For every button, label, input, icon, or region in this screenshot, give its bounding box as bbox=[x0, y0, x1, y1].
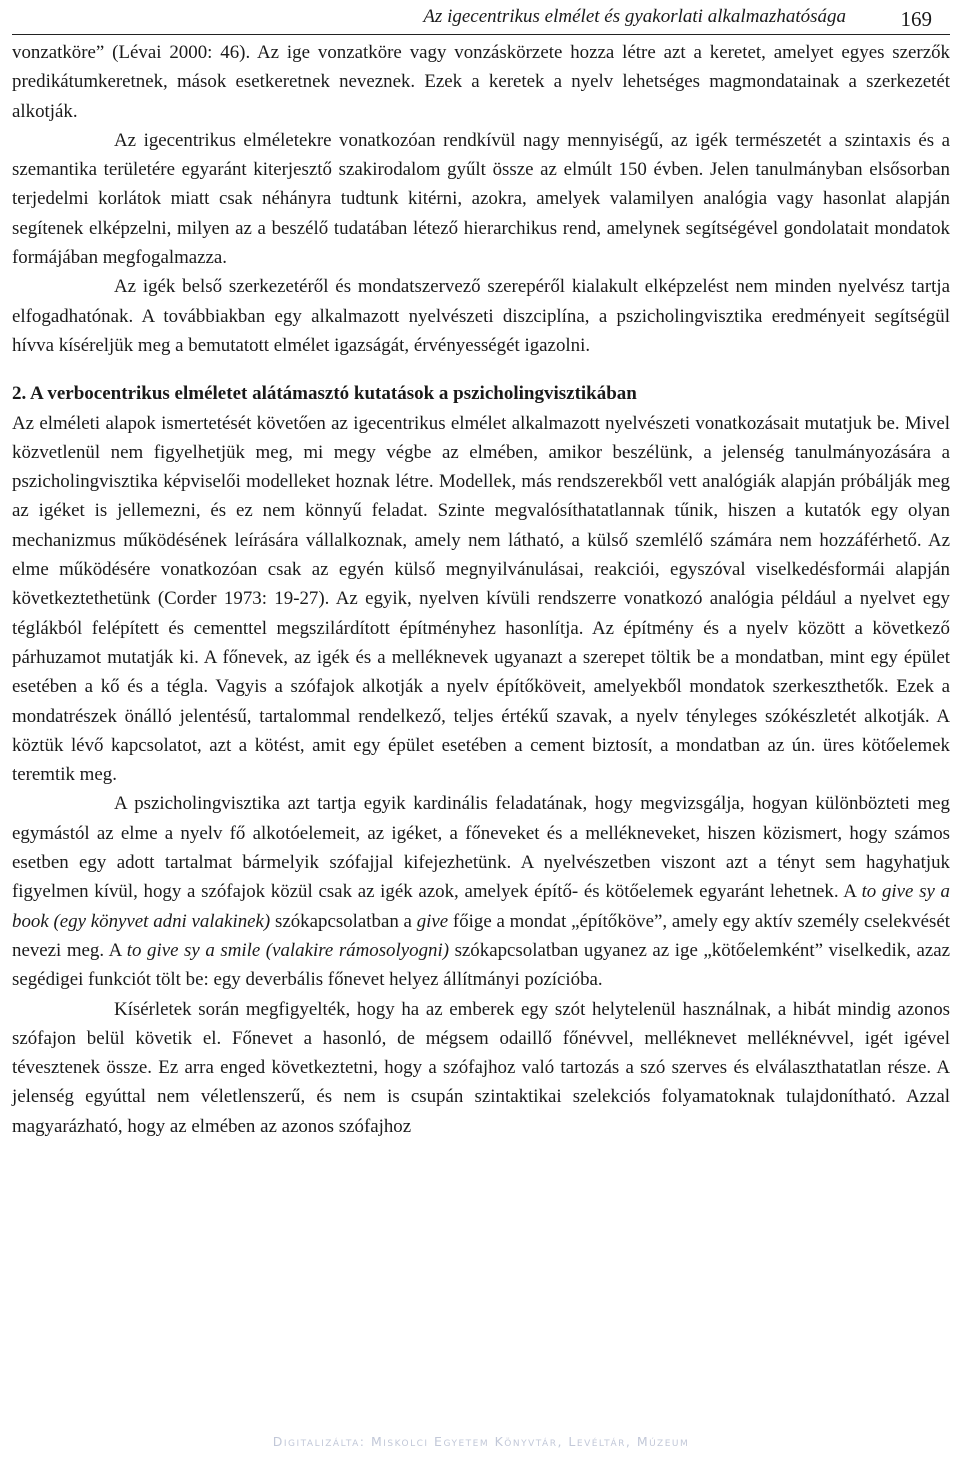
section-title: A verbocentrikus elméletet alátámasztó kutatások a pszicholingvisztikában bbox=[29, 383, 637, 405]
text-segment: Kísérletek során megfigyelték, hogy ha az emberek egy szót helytelenül használnak, a hibát mindig azonos szófajon belül követik el. Főnevet a hasonló, de mégsem odaillő főnévvel, melléknevet melléknévvel, igét igével tévesztenek össze. Ez arra enged következtetni, hogy a szófajhoz való tartozás a szó szerves és elválaszthatatlan része. A jelenség egyúttal nem véletlenszerű, és nem is csupán szintaktikai szelekciós folyamatoknak tulajdonítható. Azzal magyarázható, hogy az elmében az azonos szófajhoz bbox=[12, 998, 950, 1137]
italic-segment: to give sy a book (egy könyvet adni valakinek) bbox=[12, 881, 950, 932]
body-text bbox=[12, 38, 950, 1141]
paragraph bbox=[12, 38, 950, 126]
paragraph bbox=[12, 995, 950, 1141]
running-title: Az igecentrikus elmélet és gyakorlati alkalmazhatósága bbox=[423, 6, 846, 27]
text-segment: szókapcsolatban ugyanez az ige „kötőelemként” viselkedik, azaz segédigei funkciót tölt be: egy deverbális főnevet helyez állítmányi pozícióba. bbox=[12, 939, 950, 991]
paragraph bbox=[12, 126, 950, 272]
intro-paragraphs bbox=[12, 38, 950, 360]
text-segment: vonzatköre” (Lévai 2000: 46). Az ige vonzatköre vagy vonzáskörzete hozza létre azt a keretet, amelyet egyes szerzők predikátumkeretnek, mások esetkeretnek neveznek. Ezek a keretek a nyelv lehetséges magmondatainak a szerkezetét alkotják. bbox=[12, 42, 950, 122]
text-segment: A pszicholingvisztika azt tartja egyik kardinális feladatának, hogy megvizsgálja, hogyan különbözteti meg egymástól az elme a nyelv fő alkotóelemeit, az igéket, a főneveket és a mellékneveket, hiszen közismert, hogy számos esetben egy adott tartalmat bármelyik szófajjal kifejezhetünk. A nyelvészetben viszont azt a tényt sem hagyhatjuk figyelmen kívül, hogy a szófajok közül csak az igék azok, amelyek építő- és kötőelemek egyaránt lehetnek. A bbox=[12, 793, 950, 903]
paragraph bbox=[12, 789, 950, 994]
italic-segment: give bbox=[416, 910, 449, 932]
text-segment: főige a mondat „építőköve”, amely egy aktív személy cselekvését nevezi meg. A bbox=[12, 910, 951, 961]
text-segment: Az igék belső szerkezetéről és mondatszervező szerepéről kialakult elképzelést nem minden nyelvész tartja elfogadhatónak. A továbbiakban egy alkalmazott nyelvészeti diszciplína, a pszicholingvisztika eredményeit segítségül hívva kíséreljük meg a bemutatott elmélet igazságát, érvényességét igazolni. bbox=[12, 276, 950, 356]
page-number: 169 bbox=[900, 7, 932, 31]
section-number: 2. bbox=[12, 383, 27, 405]
text-segment: szókapcsolatban a bbox=[270, 910, 417, 932]
section-heading bbox=[12, 379, 950, 408]
running-head bbox=[12, 4, 950, 35]
paragraph bbox=[12, 409, 950, 790]
section-paragraphs bbox=[12, 409, 950, 1141]
paragraph bbox=[12, 272, 950, 360]
document-page bbox=[12, 0, 950, 1460]
italic-segment: to give sy a smile (valakire rámosolyogni) bbox=[126, 939, 450, 961]
digitization-watermark: Digitalizálta: Miskolci Egyetem Könyvtár, Levéltár, Múzeum bbox=[272, 1434, 690, 1449]
text-segment: Az elméleti alapok ismertetését követően az igecentrikus elmélet alkalmazott nyelvészeti vonatkozásait mutatjuk be. Mivel közvetlenül nem figyelhetjük meg, mi megy végbe az elmében, amikor beszélünk, a jelenség tanulmányozására a pszicholingvisztika képviselői modelleket hoznak létre. Modellek, más rendszerekből vett analógiák alapján próbálják meg az igéket is jellemezni, és ez nem könnyű feladat. Szinte megvalósíthatatlannak tűnik, hiszen a kutatók egy olyan mechanizmus működésének leírására vállalkoznak, amely nem látható, a külső szemlélő számára nem hozzáférhető. Az elme működésére vonatkozóan csak az egyén külső megnyilvánulásai, reakciói, egyszóval viselkedésformái alapján következtethetünk (Corder 1973: 19-27). Az egyik, nyelven kívüli rendszerre vonatkozó analógia például a nyelvet egy téglákból felépített és cementtel megszilárdított építményhez hasonlítja. Az építmény és a nyelv között a következő párhuzamot mutatják ki. A főnevek, az igék és a melléknevek ugyanazt a szerepet töltik be a mondatban, mint egy épület esetében a kő és a tégla. Vagyis a szófajok alkotják a nyelv építőköveit, amelyekből mondatok szerkeszthetők. Ezek a mondatrészek önálló jelentésű, tartalommal rendelkező, teljes értékű szavak, a nyelv tényleges szókészletét alkotják. A köztük lévő kapcsolatot, azt a kötést, amit egy épület esetében a cement biztosít, a mondatban az ún. üres kötőelemek teremtik meg. bbox=[12, 412, 950, 786]
text-segment: Az igecentrikus elméletekre vonatkozóan rendkívül nagy mennyiségű, az igék természetét a szintaxis és a szemantika területére egyaránt kiterjesztő szakirodalom gyűlt össze az elmúlt 150 évben. Jelen tanulmányban elsősorban terjedelmi korlátok miatt csak néhányra tudtunk kitérni, azokra, amelyek valamilyen analógia vagy hasonlat alapján segítenek elképzelni, milyen az a beszélő tudatában létező hierarchikus rend, amelynek segítségével gondolatait mondatok formájában megfogalmazza. bbox=[12, 129, 950, 269]
